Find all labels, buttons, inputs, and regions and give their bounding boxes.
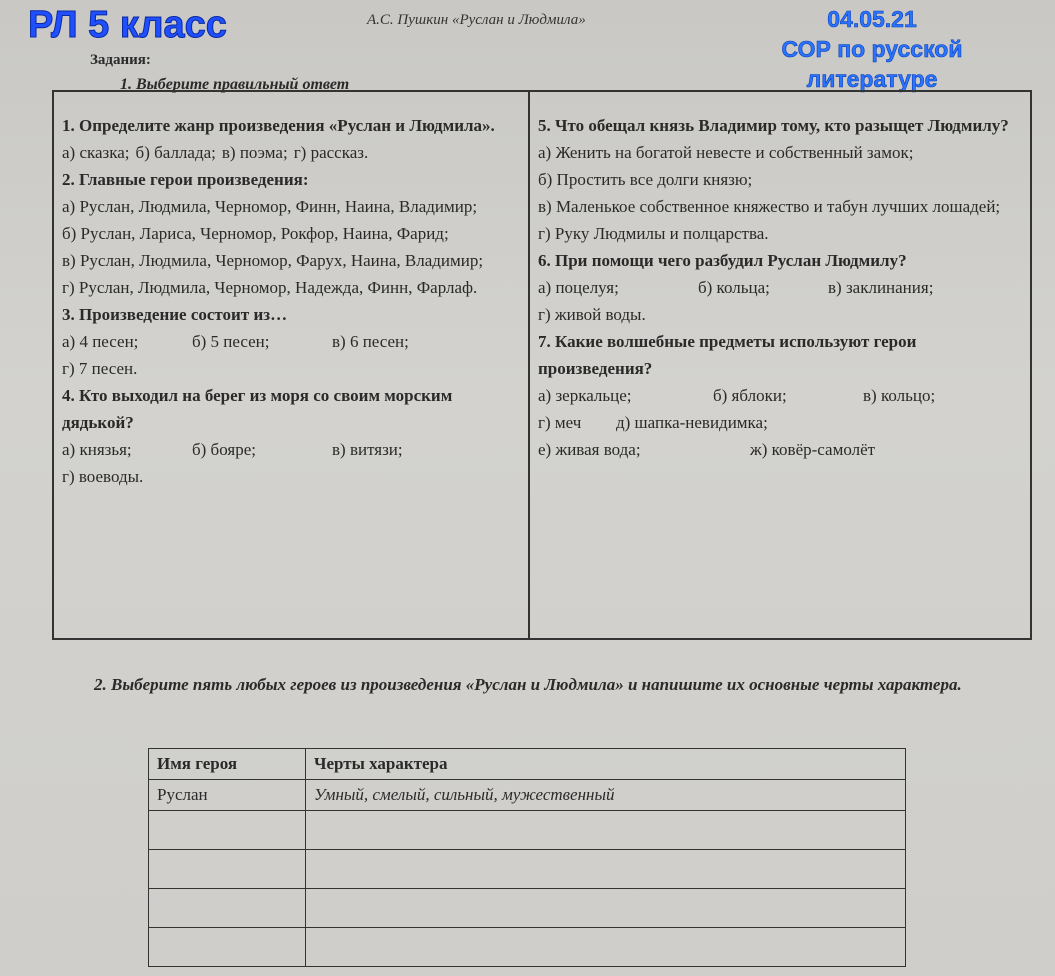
overlay-date-block	[757, 4, 987, 94]
answer: г) меч	[538, 413, 582, 432]
answer: а) зеркальце;	[538, 386, 632, 405]
answer: г) 7 песен.	[62, 359, 138, 378]
answer: а) 4 песен;	[62, 332, 139, 351]
question-4: 4. Кто выходил на берег из моря со своим морским дядькой?	[62, 386, 453, 432]
overlay-subtitle-1: СОР по русской	[781, 36, 963, 62]
cell-traits[interactable]	[306, 889, 906, 928]
overlay-title: РЛ 5 класс	[28, 4, 227, 46]
question-6: 6. При помощи чего разбудил Руслан Людмилу?	[538, 251, 907, 270]
overlay-subtitle-2: литературе	[806, 66, 938, 92]
answer: г) воеводы.	[62, 467, 144, 486]
table-row	[149, 850, 906, 889]
cell-traits[interactable]	[306, 928, 906, 967]
question-3: 3. Произведение состоит из…	[62, 305, 288, 324]
q7-answers-row2	[538, 409, 1018, 436]
heroes-table	[148, 748, 906, 967]
answer: а) Женить на богатой невесте и собственный замок;	[538, 143, 914, 162]
cell-hero-name: Руслан	[149, 780, 306, 811]
answer: а) Руслан, Людмила, Черномор, Финн, Наина, Владимир;	[62, 197, 478, 216]
answer: в) Маленькое собственное княжество и табун лучших лошадей;	[538, 197, 1001, 216]
table-row	[149, 928, 906, 967]
answer: в) витязи;	[332, 440, 403, 459]
answer: б) кольца;	[698, 278, 770, 297]
column-divider	[528, 92, 530, 638]
answer: а) сказка;	[62, 143, 130, 162]
cell-traits[interactable]	[306, 811, 906, 850]
tasks-label: Задания:	[90, 52, 151, 68]
q6-answers	[538, 274, 1018, 301]
answer: б) Руслан, Лариса, Черномор, Рокфор, Наина, Фарид;	[62, 224, 449, 243]
cell-hero-name[interactable]	[149, 850, 306, 889]
cell-traits: Умный, смелый, сильный, мужественный	[306, 780, 906, 811]
answer: в) Руслан, Людмила, Черномор, Фарух, Наина, Владимир;	[62, 251, 484, 270]
answer: г) рассказ.	[293, 143, 369, 162]
cell-hero-name[interactable]	[149, 928, 306, 967]
question-5: 5. Что обещал князь Владимир тому, кто разыщет Людмилу?	[538, 116, 1009, 135]
q4-answers	[62, 436, 512, 463]
answer: в) поэма;	[221, 143, 288, 162]
task2-text: 2. Выберите пять любых героев из произведения «Руслан и Людмила» и напишите их основные черты характера.	[94, 675, 962, 694]
answer: б) баллада;	[135, 143, 216, 162]
task1-label: 1. Выберите правильный ответ	[120, 76, 350, 93]
q1-answers	[62, 139, 512, 166]
answer: в) заклинания;	[828, 278, 934, 297]
answer: а) князья;	[62, 440, 132, 459]
answer: в) 6 песен;	[332, 332, 409, 351]
right-column	[538, 112, 1018, 463]
q3-answers	[62, 328, 512, 355]
table-header-row	[149, 749, 906, 780]
answer: б) 5 песен;	[192, 332, 270, 351]
answer: ж) ковёр-самолёт	[750, 440, 876, 459]
answer: б) бояре;	[192, 440, 256, 459]
overlay-date: 04.05.21	[827, 6, 917, 32]
table-row	[149, 889, 906, 928]
q7-answers-row1	[538, 382, 1018, 409]
question-1: 1. Определите жанр произведения «Руслан и Людмила».	[62, 116, 495, 135]
answer: в) кольцо;	[863, 386, 936, 405]
answer: г) Руслан, Людмила, Черномор, Надежда, Финн, Фарлаф.	[62, 278, 478, 297]
answer: е) живая вода;	[538, 440, 641, 459]
questions-box	[52, 90, 1032, 640]
cell-hero-name[interactable]	[149, 811, 306, 850]
header-traits: Черты характера	[306, 749, 906, 780]
table-row	[149, 780, 906, 811]
work-title: А.С. Пушкин «Руслан и Людмила»	[367, 12, 586, 28]
answer: д) шапка-невидимка;	[616, 413, 768, 432]
answer: г) Руку Людмилы и полцарства.	[538, 224, 769, 243]
table-row	[149, 811, 906, 850]
cell-traits[interactable]	[306, 850, 906, 889]
answer: г) живой воды.	[538, 305, 646, 324]
question-7: 7. Какие волшебные предметы используют герои произведения?	[538, 332, 917, 378]
answer: б) Простить все долги князю;	[538, 170, 753, 189]
cell-hero-name[interactable]	[149, 889, 306, 928]
answer: а) поцелуя;	[538, 278, 619, 297]
left-column	[62, 112, 512, 490]
question-2: 2. Главные герои произведения:	[62, 170, 309, 189]
header-hero-name: Имя героя	[149, 749, 306, 780]
q7-answers-row3	[538, 436, 1018, 463]
answer: б) яблоки;	[713, 386, 787, 405]
